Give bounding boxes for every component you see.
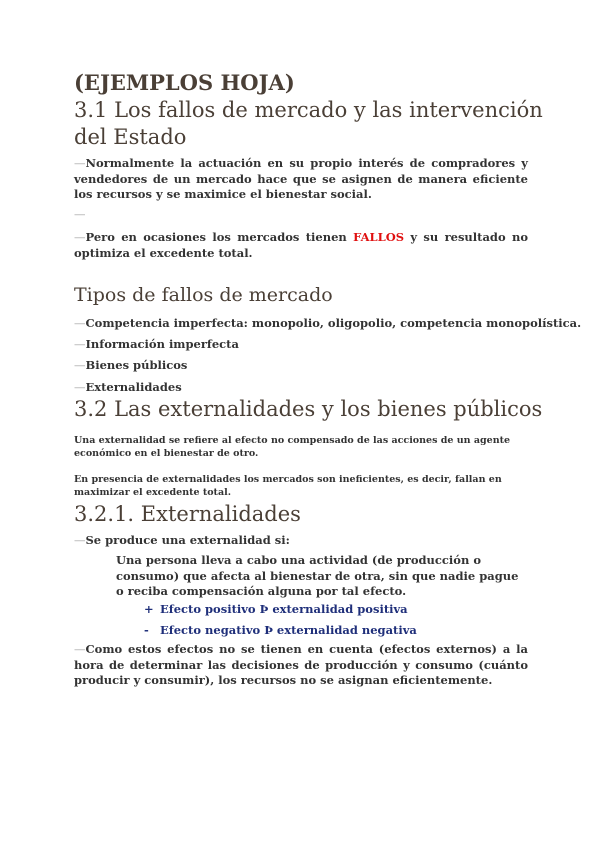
dash-marker: —: [74, 358, 86, 372]
intro-text: Se produce una externalidad si:: [85, 533, 290, 547]
tipos-item: [74, 316, 581, 330]
dash-marker: —: [74, 230, 86, 244]
tipos-item-text: Bienes públicos: [85, 358, 188, 372]
tipos-item-text: Externalidades: [85, 380, 182, 394]
plus-bullet: +: [144, 602, 154, 616]
tipos-item-text: Competencia imperfecta: monopolio, oligopolio, competencia monopolística.: [85, 316, 582, 330]
dash-marker: —: [74, 337, 86, 351]
fallos-highlight: FALLOS: [353, 230, 405, 244]
dash-marker: —: [74, 533, 86, 547]
paragraph-text-after: y su resultado no optimiza el excedente total.: [74, 230, 529, 260]
tipos-title: Tipos de fallos de mercado: [74, 284, 333, 306]
tipos-item: [74, 358, 187, 372]
main-heading: (EJEMPLOS HOJA): [74, 70, 295, 95]
effect-text: Efecto positivo Þ externalidad positiva: [160, 602, 408, 616]
effect-text: Efecto negativo Þ externalidad negativa: [160, 623, 417, 637]
tipos-item: [74, 337, 239, 351]
section-1-paragraph-1: [74, 156, 528, 203]
dash-marker: —: [74, 156, 86, 170]
paragraph-text-before: Pero en ocasiones los mercados tienen: [85, 230, 354, 244]
dash-marker: —: [74, 316, 86, 330]
section-1-title-line2: del Estado: [74, 125, 187, 149]
empty-paragraph: [74, 207, 528, 223]
section-1-paragraph-2: [74, 230, 528, 261]
dash-marker: —: [74, 642, 86, 656]
closing-text: Como estos efectos no se tienen en cuenta (efectos externos) a la hora de determinar las decisiones de producción y consumo (cuánto producir y consumir), los recursos no se asignan eficientemente.: [74, 642, 528, 687]
dash-marker: —: [74, 207, 86, 221]
section-2-paragraph-2: En presencia de externalidades los mercados son ineficientes, es decir, fallan en maximizar el excedente total.: [74, 474, 502, 498]
section-1-title-line1: 3.1 Los fallos de mercado y las intervención: [74, 98, 543, 122]
paragraph-text: Normalmente la actuación en su propio interés de compradores y vendedores de un mercado hace que se asignen de manera eficiente los recursos y se maximice el bienestar social.: [74, 156, 528, 201]
effect-positive: [144, 602, 408, 616]
tipos-item-text: Información imperfecta: [85, 337, 239, 351]
effect-negative: [144, 623, 417, 637]
tipos-item: [74, 380, 182, 394]
section-2-1-intro: [74, 533, 290, 547]
dash-marker: —: [74, 380, 86, 394]
minus-bullet: -: [144, 623, 149, 637]
externality-definition: Una persona lleva a cabo una actividad (de producción o consumo) que afecta al bienestar de otra, sin que nadie pague o reciba compensación alguna por tal efecto.: [116, 553, 519, 598]
section-2-1-title: 3.2.1. Externalidades: [74, 502, 301, 526]
section-2-title: 3.2 Las externalidades y los bienes públicos: [74, 397, 543, 421]
section-2-paragraph-1: Una externalidad se refiere al efecto no compensado de las acciones de un agente económico en el bienestar de otro.: [74, 435, 511, 459]
section-2-1-closing: [74, 642, 528, 689]
